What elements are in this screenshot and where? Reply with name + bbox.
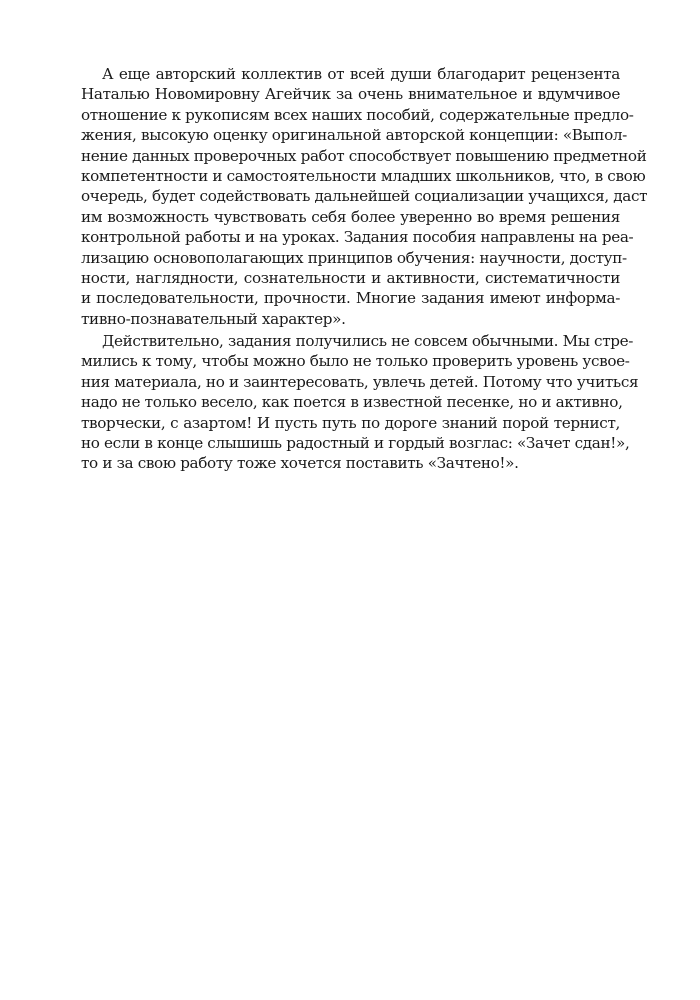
- text-line: отношение к рукописям всех наших пособий, содержательные предло-: [81, 105, 634, 124]
- text-line: А еще авторский коллектив от всей души благодарит рецензента: [102, 65, 620, 83]
- body-text: [81, 64, 648, 474]
- text-line: но если в конце слышишь радостный и гордый возглас: «Зачет сдан!»,: [81, 434, 630, 453]
- text-line: Действительно, задания получились не совсем обычными. Мы стре-: [102, 332, 634, 351]
- text-line: ния материала, но и заинтересовать, увлечь детей. Потому что учиться: [81, 372, 639, 391]
- text-line: тивно-познавательный характер».: [81, 309, 346, 328]
- text-line: и последовательности, прочности. Многие задания имеют информа-: [81, 289, 620, 308]
- paragraph-1: [81, 64, 648, 329]
- text-line: очередь, будет содействовать дальнейшей социализации учащихся, даст: [81, 187, 648, 206]
- text-line: творчески, с азартом! И пусть путь по дороге знаний порой тернист,: [81, 413, 620, 432]
- text-line: нение данных проверочных работ способствует повышению предметной: [81, 146, 647, 165]
- text-line: жения, высокую оценку оригинальной авторской концепции: «Выпол-: [81, 126, 627, 145]
- paragraph-2: [81, 331, 639, 474]
- text-line: лизацию основополагающих принципов обучения: научности, доступ-: [81, 248, 627, 267]
- text-line: им возможность чувствовать себя более уверенно во время решения: [81, 207, 620, 226]
- text-line: компетентности и самостоятельности младших школьников, что, в свою: [81, 166, 646, 185]
- text-line: надо не только весело, как поется в известной песенке, но и активно,: [81, 393, 623, 412]
- text-line: то и за свою работу тоже хочется поставить «Зачтено!».: [81, 454, 519, 473]
- text-line: контрольной работы и на уроках. Задания пособия направлены на реа-: [81, 228, 634, 247]
- text-line: мились к тому, чтобы можно было не только проверить уровень усвое-: [81, 352, 630, 371]
- text-line: Наталью Новомировну Агейчик за очень внимательное и вдумчивое: [81, 85, 620, 104]
- text-line: ности, наглядности, сознательности и активности, систематичности: [81, 268, 620, 287]
